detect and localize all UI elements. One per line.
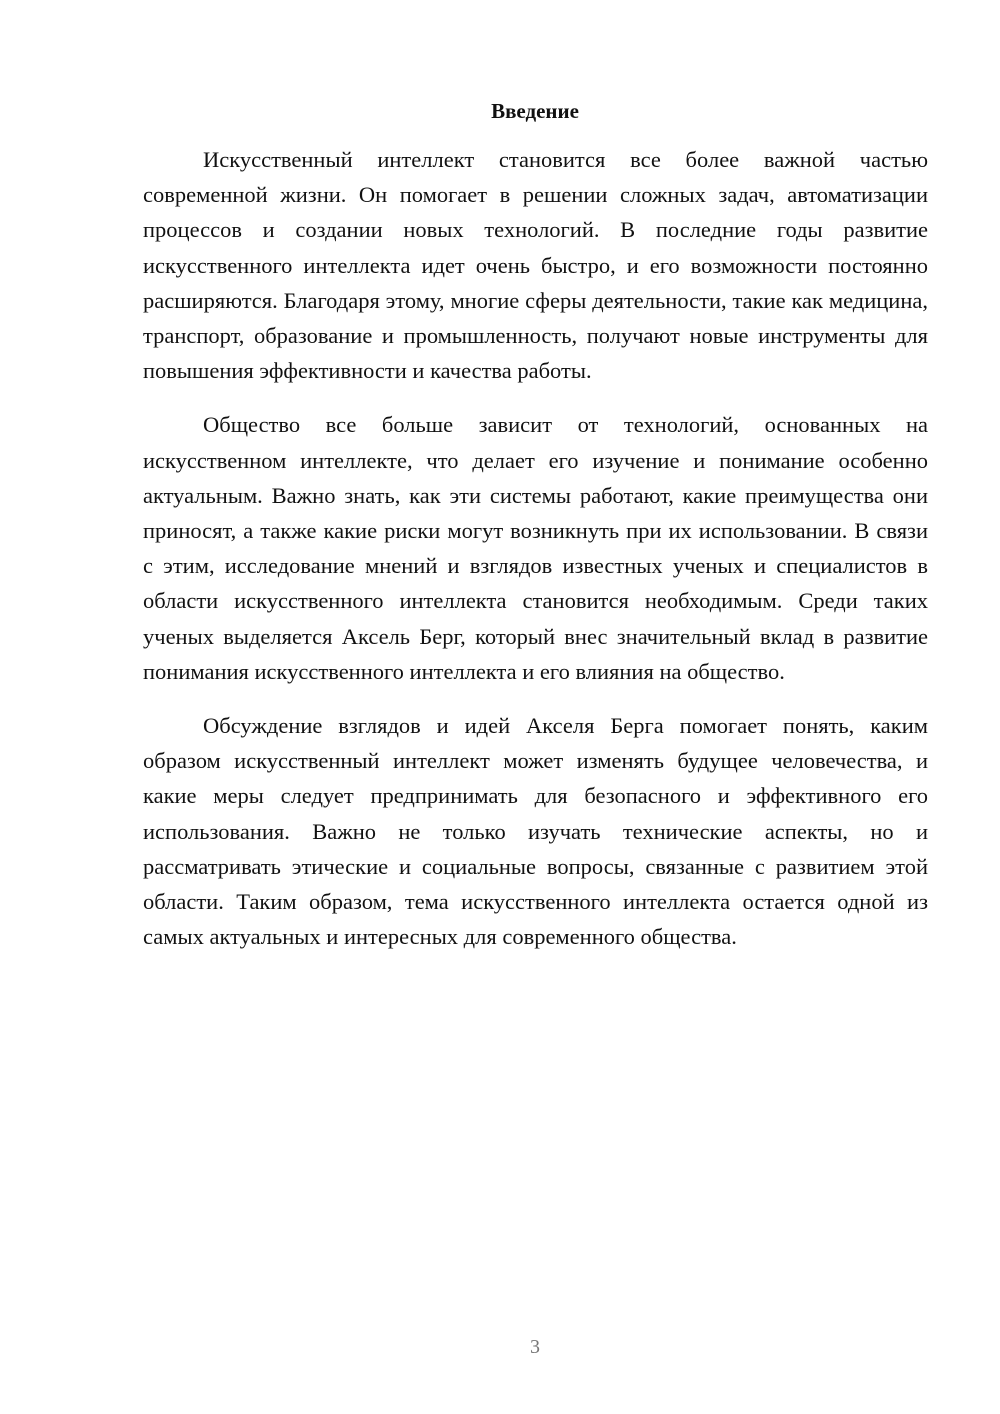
paragraph-2: Общество все больше зависит от технологий, основанных на искусственном интеллекте, что делает его изучение и понимание особенно актуальным. Важно знать, как эти системы работают, какие преимущества они приносят, а также какие риски могут возникнуть при их использовании. В связи с этим, исследование мнений и взглядов известных ученых и специалистов в области искусственного интеллекта становится необходимым. Среди таких ученых выделяется Аксель Берг, который внес значительный вклад в развитие понимания искусственного интеллекта и его влияния на общество. bbox=[143, 412, 928, 684]
paragraph-3: Обсуждение взглядов и идей Акселя Берга помогает понять, каким образом искусственный интеллект может изменять будущее человечества, и какие меры следует предпринимать для безопасного и эффективного его использования. Важно не только изучать технические аспекты, но и рассматривать этические и социальные вопросы, связанные с развитием этой области. Таким образом, тема искусственного интеллекта остается одной из самых актуальных и интересных для современного общества. bbox=[143, 713, 928, 950]
page-title: Введение bbox=[491, 99, 579, 123]
body-text bbox=[143, 142, 928, 973]
page-number: 3 bbox=[530, 1336, 540, 1358]
paragraph-1: Искусственный интеллект становится все более важной частью современной жизни. Он помогает в решении сложных задач, автоматизации процессов и создании новых технологий. В последние годы развитие искусственного интеллекта идет очень быстро, и его возможности постоянно расширяются. Благодаря этому, многие сферы деятельности, такие как медицина, транспорт, образование и промышленность, получают новые инструменты для повышения эффективности и качества работы. bbox=[143, 147, 928, 384]
